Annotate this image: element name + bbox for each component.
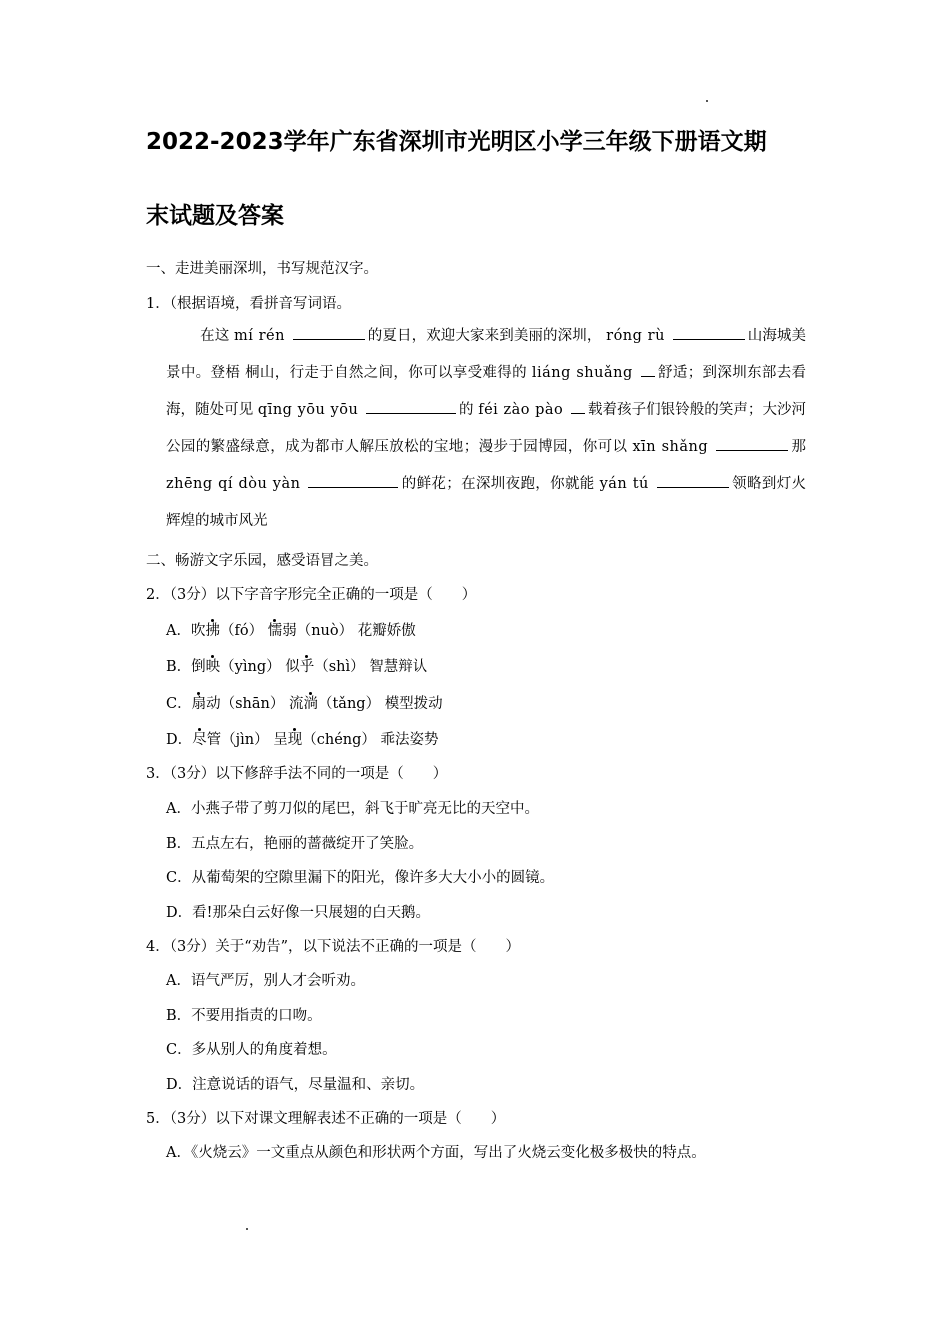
q1-text-3: 山海城美景中。登梧 桐山，行走于自然之间，你可以享受难得的 (166, 328, 807, 381)
q2-option-a[interactable] (166, 620, 416, 642)
pinyin-qing-you-you: qīng yōu yōu (257, 402, 359, 418)
option-label: C． (166, 696, 192, 712)
q4-option-a[interactable]: A．语气严厉，别人才会听劝。 (166, 973, 365, 989)
scan-dot-bottom (246, 1228, 248, 1230)
scan-dot-top (706, 100, 708, 102)
q5-stem: 5．（3分）以下对课文理解表述不正确的一项是（ ） (146, 1111, 506, 1127)
q1-text-4: 舒适；到深圳东部去看海，随处可见 (166, 365, 807, 418)
q5-option-a[interactable]: A．《火烧云》一文重点从颜色和形状两个方面，写出了火烧云变化极多极快的特点。 (166, 1145, 706, 1161)
pinyin-yan-tu: yán tú (599, 476, 649, 492)
option-label: A． (166, 623, 191, 639)
page-title-line1: 2022-2023学年广东省深圳市光明区小学三年级下册语文期 (146, 129, 767, 155)
char: 流 (288, 696, 304, 712)
q3-option-c[interactable]: C．从葡萄架的空隙里漏下的阳光，像许多大大小小的圆镜。 (166, 870, 555, 886)
word: 乖法姿势 (380, 732, 439, 748)
q1-text-9: 领略到灯火辉煌的城市风光 (166, 476, 807, 529)
pinyin-mi-ren: mí rén (234, 328, 285, 344)
emphasized-char: 拂 (205, 623, 220, 639)
q2-option-c[interactable] (166, 693, 443, 715)
q1-text-5: 的 (458, 402, 474, 418)
q4-option-b[interactable]: B．不要用指责的口吻。 (166, 1008, 322, 1024)
char: 管 (206, 732, 222, 748)
answer-blank-8[interactable] (657, 473, 729, 488)
pinyin: （shì） (314, 659, 365, 675)
q3-option-a[interactable]: A．小燕子带了剪刀似的尾巴，斜飞于旷亮无比的天空中。 (166, 801, 539, 817)
answer-blank-6[interactable] (716, 436, 788, 451)
word: 花瓣娇傲 (357, 623, 416, 639)
answer-blank-1[interactable] (293, 325, 365, 340)
pinyin: （jìn） (221, 732, 269, 748)
pinyin-liang-shuang: liáng shuǎng (531, 365, 633, 381)
q2-option-b[interactable] (166, 656, 427, 678)
emphasized-char: 映 (205, 659, 221, 675)
pinyin: （shān） (220, 696, 285, 712)
pinyin-rong-ru: róng rù (606, 328, 665, 344)
answer-blank-4[interactable] (366, 399, 456, 414)
q4-option-d[interactable]: D．注意说话的语气，尽量温和、亲切。 (166, 1077, 425, 1093)
emphasized-char: 懦 (267, 623, 283, 639)
pinyin-zheng-qi-dou-yan: zhēng qí dòu yàn (166, 476, 301, 492)
pinyin: （nuò） (296, 623, 354, 639)
q3-option-d[interactable]: D．看!那朵白云好像一只展翅的白天鹅。 (166, 905, 430, 921)
q1-text-7: 那 (791, 439, 807, 455)
emphasized-char: 扇 (191, 696, 207, 712)
emphasized-char: 淌 (303, 696, 318, 712)
q4-option-c[interactable]: C．多从别人的角度着想。 (166, 1042, 337, 1058)
q1-text-8: 的鲜花；在深圳夜跑，你就能 (401, 476, 595, 492)
word: 智慧辩认 (369, 659, 428, 675)
pinyin: （fó） (219, 623, 264, 639)
q2-stem: 2．（3分）以下字音字形完全正确的一项是（ ） (146, 587, 477, 603)
pinyin: （chéng） (302, 732, 376, 748)
answer-blank-7[interactable] (308, 473, 398, 488)
answer-blank-2[interactable] (673, 325, 745, 340)
emphasized-char: 尽 (192, 732, 207, 748)
char: 弱 (282, 623, 297, 639)
q1-text-6: 载着孩子们银铃般的笑声；大沙河公园的繁盛绿意，成为都市人解压放松的宝地；漫步于园博园，你可以 (166, 402, 807, 455)
page-title-line2: 末试题及答案 (146, 203, 284, 229)
section1-heading: 一、走进美丽深圳，书写规范汉字。 (146, 261, 378, 277)
char: 倒 (191, 659, 206, 675)
word: 模型拨动 (384, 696, 443, 712)
option-label: D． (166, 732, 193, 748)
char: 动 (206, 696, 221, 712)
char: 呈 (273, 732, 288, 748)
option-label: B． (166, 659, 192, 675)
pinyin: （tǎng） (317, 696, 381, 712)
q1-text-1: 在这 (200, 328, 230, 344)
q2-option-d[interactable] (166, 729, 439, 751)
q1-stem: 1．（根据语境，看拼音写词语。 (146, 296, 351, 312)
q1-passage (166, 318, 806, 540)
pinyin-fei-zao-pao: féi zào pào (478, 402, 564, 418)
answer-blank-5[interactable] (571, 399, 585, 414)
pinyin-xin-shang: xīn shǎng (632, 439, 709, 455)
answer-blank-3[interactable] (641, 362, 655, 377)
q1-text-2: 的夏日，欢迎大家来到美丽的深圳， (367, 328, 602, 344)
char: 吹 (190, 623, 206, 639)
q4-stem: 4．（3分）关于“劝告”，以下说法不正确的一项是（ ） (146, 939, 521, 955)
char: 似 (285, 659, 300, 675)
emphasized-char: 现 (287, 732, 303, 748)
q3-option-b[interactable]: B．五点左右，艳丽的蔷薇绽开了笑脸。 (166, 836, 424, 852)
section2-heading: 二、畅游文字乐园，感受语冒之美。 (146, 553, 378, 569)
pinyin: （yìng） (220, 659, 281, 675)
q3-stem: 3．（3分）以下修辞手法不同的一项是（ ） (146, 766, 448, 782)
emphasized-char: 乎 (299, 659, 315, 675)
